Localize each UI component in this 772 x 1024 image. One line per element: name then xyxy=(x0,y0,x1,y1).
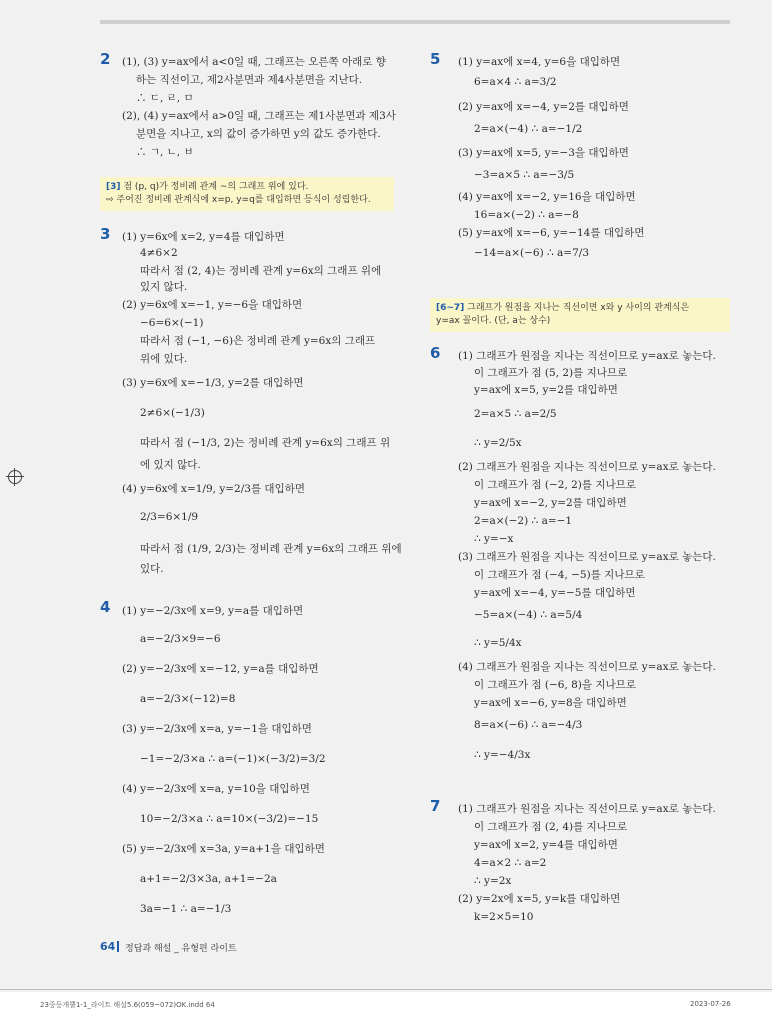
p6-line: (4) 그래프가 원점을 지나는 직선이므로 y=ax로 놓는다. xyxy=(458,661,716,673)
p7-line: 이 그래프가 점 (2, 4)를 지나므로 xyxy=(474,821,628,833)
p6-line: −5=a×(−4) ∴ a=5/4 xyxy=(474,609,583,621)
p5-line: 2=a×(−4) ∴ a=−1/2 xyxy=(474,123,583,135)
p4-line: 3a=−1 ∴ a=−1/3 xyxy=(140,903,232,915)
p5-line: −3=a×5 ∴ a=−3/5 xyxy=(474,169,575,181)
p6-line: 이 그래프가 점 (−2, 2)를 지나므로 xyxy=(474,479,636,491)
p6-line: (3) 그래프가 원점을 지나는 직선이므로 y=ax로 놓는다. xyxy=(458,551,716,563)
p4-line: −1=−2/3×a ∴ a=(−1)×(−3/2)=3/2 xyxy=(140,753,326,765)
p2-line: ∴ ㄷ, ㄹ, ㅁ xyxy=(136,92,194,104)
tip-box-6-7 xyxy=(430,298,730,332)
p3-line: 4≠6×2 xyxy=(140,247,178,259)
p6-line: 8=a×(−6) ∴ a=−4/3 xyxy=(474,719,583,731)
p7-line: (2) y=2x에 x=5, y=k를 대입하면 xyxy=(458,893,621,905)
p6-line: ∴ y=−x xyxy=(474,533,514,545)
p4-line: a+1=−2/3×3a, a+1=−2a xyxy=(140,873,277,885)
p3-line: 따라서 점 (−1, −6)은 정비례 관계 y=6x의 그래프 xyxy=(140,335,376,347)
p5-line: (5) y=ax에 x=−6, y=−14를 대입하면 xyxy=(458,227,645,239)
p6-line: 이 그래프가 점 (5, 2)를 지나므로 xyxy=(474,367,628,379)
p4-line: (3) y=−2/3x에 x=a, y=−1을 대입하면 xyxy=(122,723,312,735)
p3-line: (1) y=6x에 x=2, y=4를 대입하면 xyxy=(122,231,285,243)
tip-text: y=ax 꼴이다. (단, a는 상수) xyxy=(436,316,551,326)
p5-line: (4) y=ax에 x=−2, y=16을 대입하면 xyxy=(458,191,636,203)
p6-line: 이 그래프가 점 (−6, 8)을 지나므로 xyxy=(474,679,636,691)
p6-line: (2) 그래프가 원점을 지나는 직선이므로 y=ax로 놓는다. xyxy=(458,461,716,473)
p3-line: 따라서 점 (−1/3, 2)는 정비례 관계 y=6x의 그래프 위 xyxy=(140,437,391,449)
p7-line: (1) 그래프가 원점을 지나는 직선이므로 y=ax로 놓는다. xyxy=(458,803,716,815)
tip-text: 그래프가 원점을 지나는 직선이면 x와 y 사이의 관계식은 xyxy=(467,303,690,313)
p2-line: (2), (4) y=ax에서 a>0일 때, 그래프는 제1사분면과 제3사 xyxy=(122,110,396,122)
p6-line: ∴ y=2/5x xyxy=(474,437,522,449)
tip-text: ⇨ 주어진 정비례 관계식에 x=p, y=q를 대입하면 등식이 성립한다. xyxy=(106,195,371,205)
top-rule xyxy=(100,20,730,24)
p3-line: 있다. xyxy=(140,563,164,575)
p3-line: (4) y=6x에 x=1/9, y=2/3를 대입하면 xyxy=(122,483,305,495)
p3-line: 위에 있다. xyxy=(140,353,188,365)
p6-line: ∴ y=−4/3x xyxy=(474,749,531,761)
p3-line: 2≠6×(−1/3) xyxy=(140,407,205,419)
p7-line: y=ax에 x=2, y=4를 대입하면 xyxy=(474,839,618,851)
p3-line: 따라서 점 (1/9, 2/3)는 정비례 관계 y=6x의 그래프 위에 xyxy=(140,543,402,555)
p3-line: 있지 않다. xyxy=(140,281,188,293)
problem-3-number: 3 xyxy=(100,225,111,243)
p3-line: (2) y=6x에 x=−1, y=−6을 대입하면 xyxy=(122,299,303,311)
tip-box-3 xyxy=(100,177,394,211)
p4-line: 10=−2/3×a ∴ a=10×(−3/2)=−15 xyxy=(140,813,319,825)
crop-line xyxy=(0,989,772,990)
problem-2-number: 2 xyxy=(100,50,111,68)
p6-line: y=ax에 x=−2, y=2를 대입하면 xyxy=(474,497,627,509)
p5-line: (1) y=ax에 x=4, y=6을 대입하면 xyxy=(458,56,621,68)
p5-line: 16=a×(−2) ∴ a=−8 xyxy=(474,209,579,221)
p3-line: 따라서 점 (2, 4)는 정비례 관계 y=6x의 그래프 위에 xyxy=(140,265,382,277)
problem-6-number: 6 xyxy=(430,344,441,362)
p6-line: 이 그래프가 점 (−4, −5)를 지나므로 xyxy=(474,569,645,581)
tip-text: 점 (p, q)가 정비례 관계 ~의 그래프 위에 있다. xyxy=(123,182,309,192)
problem-7-number: 7 xyxy=(430,797,441,815)
p6-line: y=ax에 x=−6, y=8을 대입하면 xyxy=(474,697,627,709)
p3-line: (3) y=6x에 x=−1/3, y=2를 대입하면 xyxy=(122,377,304,389)
p6-line: y=ax에 x=5, y=2를 대입하면 xyxy=(474,384,618,396)
p2-line: 하는 직선이고, 제2사분면과 제4사분면을 지난다. xyxy=(136,74,363,86)
p6-line: 2=a×5 ∴ a=2/5 xyxy=(474,408,557,420)
page-number: 64 xyxy=(100,940,116,953)
p4-line: (4) y=−2/3x에 x=a, y=10을 대입하면 xyxy=(122,783,310,795)
p4-line: a=−2/3×(−12)=8 xyxy=(140,693,236,705)
p5-line: −14=a×(−6) ∴ a=7/3 xyxy=(474,247,589,259)
p7-line: ∴ y=2x xyxy=(474,875,512,887)
print-date: 2023-07-26 xyxy=(690,1000,731,1008)
p7-line: k=2×5=10 xyxy=(474,911,534,923)
p4-line: (5) y=−2/3x에 x=3a, y=a+1을 대입하면 xyxy=(122,843,325,855)
p3-line: 2/3=6×1/9 xyxy=(140,511,199,523)
p7-line: 4=a×2 ∴ a=2 xyxy=(474,857,547,869)
p4-line: a=−2/3×9=−6 xyxy=(140,633,221,645)
p2-line: (1), (3) y=ax에서 a<0일 때, 그래프는 오른쪽 아래로 향 xyxy=(122,56,386,68)
tip-label: [3] xyxy=(106,182,121,192)
print-file-info: 23중등개뿔1-1_라이트 해설5.6(059~072)OK.indd 64 xyxy=(40,1001,215,1009)
p2-line: ∴ ㄱ, ㄴ, ㅂ xyxy=(136,146,194,158)
p3-line: 에 있지 않다. xyxy=(140,459,201,471)
problem-5-number: 5 xyxy=(430,50,441,68)
p4-line: (2) y=−2/3x에 x=−12, y=a를 대입하면 xyxy=(122,663,319,675)
footer-divider xyxy=(117,941,119,952)
p5-line: (2) y=ax에 x=−4, y=2를 대입하면 xyxy=(458,101,629,113)
p5-line: 6=a×4 ∴ a=3/2 xyxy=(474,76,557,88)
footer-title: 정답과 해설 _ 유형편 라이트 xyxy=(125,944,237,954)
p3-line: −6=6×(−1) xyxy=(140,317,204,329)
p4-line: (1) y=−2/3x에 x=9, y=a를 대입하면 xyxy=(122,605,304,617)
p5-line: (3) y=ax에 x=5, y=−3을 대입하면 xyxy=(458,147,629,159)
p6-line: ∴ y=5/4x xyxy=(474,637,522,649)
tip-label: [6~7] xyxy=(436,303,465,313)
registration-mark-icon xyxy=(8,470,22,484)
p6-line: (1) 그래프가 원점을 지나는 직선이므로 y=ax로 놓는다. xyxy=(458,350,716,362)
p2-line: 분면을 지나고, x의 값이 증가하면 y의 값도 증가한다. xyxy=(136,128,381,140)
p6-line: 2=a×(−2) ∴ a=−1 xyxy=(474,515,573,527)
p6-line: y=ax에 x=−4, y=−5를 대입하면 xyxy=(474,587,636,599)
problem-4-number: 4 xyxy=(100,598,111,616)
